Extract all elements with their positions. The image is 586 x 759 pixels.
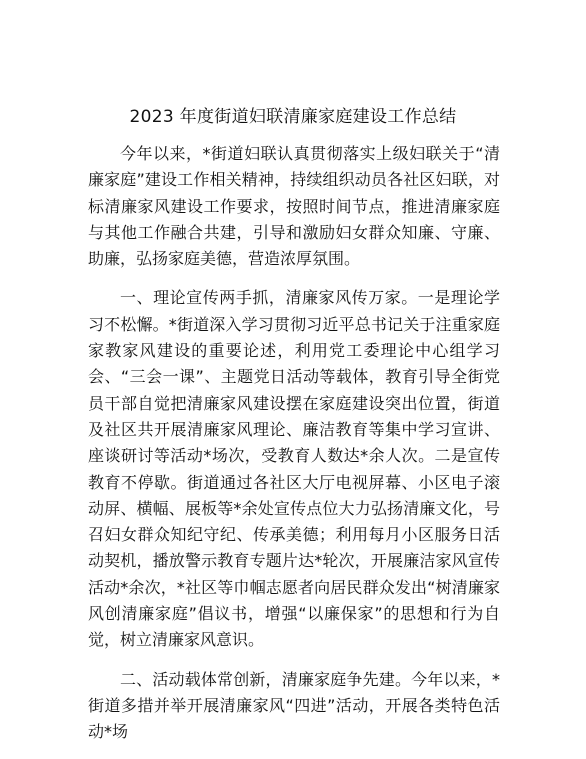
paragraph-intro: 今年以来，*街道妇联认真贯彻落实上级妇联关于“清廉家庭”建设工作相关精神，持续组织动员各社区妇联，对标清廉家风建设工作要求，按照时间节点，推进清廉家庭与其他工作融合共建，引导和激励妇女群众知廉、守廉、助廉，弘扬家庭美德，营造浓厚氛围。 (88, 144, 500, 269)
paragraph-section-1: 一、理论宣传两手抓，清廉家风传万家。一是理论学习不松懈。*街道深入学习贯彻习近平总书记关于注重家庭家教家风建设的重要论述，利用党工委理论中心组学习会、“三会一课”、主题党日活动等载体，教育引导全街党员干部自觉把清廉家风建设摆在家庭建设突出位置，街道及社区共开展清廉家风理论、廉洁教育等集中学习宣讲、座谈研讨等活动*场次，受教育人数达*余人次。二是宣传教育不停歇。街道通过各社区大厅电视屏幕、小区电子滚动屏、横幅、展板等*余处宣传点位大力弘扬清廉文化，号召妇女群众知纪守纪、传承美德；利用每月小区服务日活动契机，播放警示教育专题片达*轮次，开展廉洁家风宣传活动*余次，*社区等巾帼志愿者向居民群众发出“树清廉家风创清廉家庭”倡议书，增强“以廉保家”的思想和行为自觉，树立清廉家风意识。 (88, 288, 500, 650)
paragraph-section-2: 二、活动载体常创新，清廉家庭争先建。今年以来，*街道多措并举开展清廉家风“四进”活动，开展各类特色活动*场 (88, 669, 500, 742)
document-title: 2023 年度街道妇联清廉家庭建设工作总结 (129, 107, 457, 127)
document-body (88, 141, 500, 746)
